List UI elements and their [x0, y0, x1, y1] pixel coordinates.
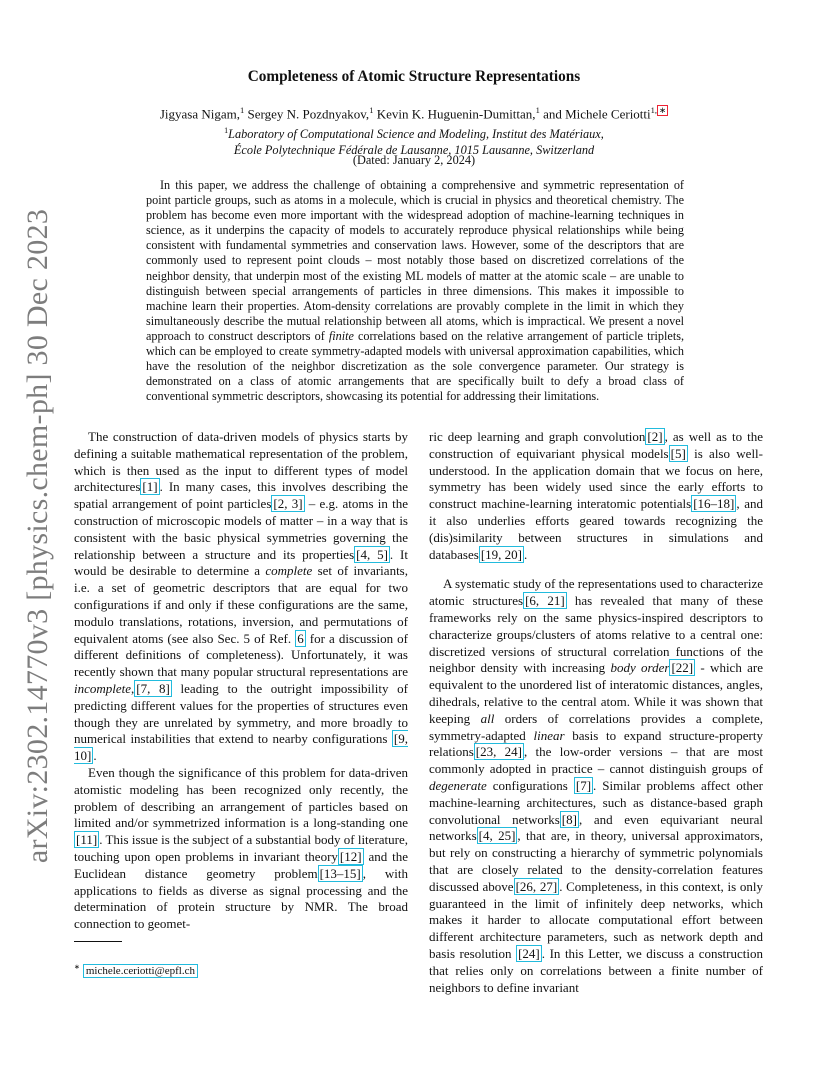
body-paragraph — [74, 765, 408, 933]
footnote-mark: ∗ — [74, 963, 80, 971]
body-text: . In this Letter, we discuss a construction that relies only on correlations between a finite number of neighbors to define invariant — [429, 945, 763, 995]
citation-link[interactable]: [1] — [142, 479, 158, 495]
body-text: , and even equivariant neural networks — [429, 811, 763, 844]
body-text: and the Euclidean distance geometry problem — [74, 848, 408, 881]
citation-link[interactable]: [23, 24] — [475, 744, 522, 760]
body-text: . — [523, 546, 528, 562]
body-text: has revealed that many of these frameworks rely on the same physics-inspired descriptors to characterize groups/clusters of atoms relative to a central one: discretized versions of structural correlation functions of the neighbor density with increasing — [429, 593, 763, 676]
body-paragraph — [429, 429, 763, 563]
citation-link[interactable]: [4, 25] — [478, 828, 516, 844]
author-name: Jigyasa Nigam, — [159, 106, 240, 122]
body-text: . It would be desirable to determine a — [74, 546, 408, 579]
body-text: , — [131, 680, 135, 696]
abstract-text: In this paper, we address the challenge of obtaining a comprehensive and symmetric representation of point particle groups, such as atoms in a molecule, which is crucial in physics and theoretical chemistry. The problem has become even more important with the widespread adoption of machine-learning techniques in science, as it underpins the capacity of models to accurately reproduce physical relationships while being consistent with fundamental symmetries and conservation laws. However, some of the descriptors that are commonly used to represent point clouds – most notably those based on discretized correlations of the neighbor density, that underpin most of the existing ML models of matter at the atomic scale – are unable to distinguish between special arrangements of particles in three dimensions. This makes it impossible to machine learn their properties. Atom-density correlations are provably complete in the limit in which they simultaneously describe the mutual relationship between all atoms, which is impractical. We present a novel approach to construct descriptors of — [146, 178, 684, 343]
body-text: set of invariants, i.e. a set of geometric descriptors that are equal for two configurations if and only if these configurations are the same, modulo translations, rotations, inversion, and permutations of equivalent atoms (see also Sec. 5 of Ref. — [74, 563, 408, 646]
body-text: . Similar problems affect other machine-learning architectures, such as distance-based graph convolutional networks — [429, 777, 763, 827]
arxiv-identifier — [18, 208, 58, 864]
abstract-emphasis: finite — [328, 328, 354, 343]
abstract-text: correlations based on the relative arrangement of particle triplets, which can be employed to create symmetry-adapted models with universal approximation capabilities, which have the resolution of the neighbor discretization as the sole convergence parameter. Our strategy is demonstrated on a class of atomic arrangements that are specifically built to defy a broad class of conventional symmetric descriptors, showcasing its potential for addressing their limitations. — [146, 328, 684, 404]
footnote-divider — [74, 941, 122, 942]
body-text: – e.g. atoms in the construction of microscopic models of matter – in a way that is consistent with the basic physical symmetries governing the relationship between a structure and its properties — [74, 496, 408, 562]
emphasis-text: all — [480, 710, 495, 726]
affiliation-sup: 1 — [224, 126, 229, 135]
author-affiliation-sup: 1 — [535, 105, 540, 115]
author-name: and Michele Ceriotti — [543, 106, 651, 122]
citation-link[interactable]: [2, 3] — [273, 496, 303, 512]
author-name: Kevin K. Huguenin-Dumittan, — [376, 106, 536, 122]
citation-link[interactable]: [12] — [339, 848, 362, 864]
citation-link[interactable]: [22] — [671, 660, 694, 676]
citation-link[interactable]: [9, 10] — [74, 731, 408, 764]
body-text: Even though the significance of this problem for data-driven atomistic modeling has been recognized only recently, the problem of describing an arrangement of particles based on limited and/or symmetrized information is a long-standing one — [74, 764, 408, 831]
paper-title: Completeness of Atomic Structure Representations — [247, 68, 581, 85]
citation-link[interactable]: [5] — [670, 445, 686, 461]
citation-link[interactable]: [13–15] — [319, 865, 361, 881]
citation-link[interactable]: [24] — [518, 945, 540, 961]
emphasis-text: degenerate — [429, 777, 487, 793]
body-text: is also well-understood. In the application domain that we focus on here, symmetry has been widely used since the early efforts to construct machine-learning interatomic potentials — [429, 445, 763, 512]
corresponding-author-link[interactable]: ∗ — [659, 105, 667, 115]
footnote — [74, 963, 198, 977]
body-text: A systematic study of the representations used to characterize atomic structures — [429, 576, 763, 609]
body-text: . Completeness, in this context, is only guaranteed in the limit of infinitely deep networks, which makes it harder to allocate computational effort between different architecture parameters, such as network depth and basis resolution — [429, 878, 763, 961]
affiliation-line-2: École Polytechnique Fédérale de Lausanne, 1015 Lausanne, Switzerland — [233, 143, 595, 158]
body-text: , with applications to fields as diverse as signal processing and the determination of protein structure by NMR. The broad connection to geomet- — [74, 865, 408, 932]
body-text: , and it also underlies efforts geared towards recognizing the (dis)similarity between structures in simulations and databases — [429, 496, 763, 562]
body-text: basis to expand structure-property relations — [429, 727, 763, 760]
author-affiliation-sup: 1, — [650, 105, 658, 115]
emphasis-text: incomplete — [74, 680, 132, 696]
body-text: . In many cases, this involves describing the spatial arrangement of point particles — [74, 479, 408, 512]
emphasis-text: linear — [533, 727, 565, 743]
body-text: leading to the outright impossibility of predicting different values for the properties of structures even though they are unrelated by symmetry, and more broadly to numerical instabilities that extend to nearby configurations — [74, 680, 408, 747]
affiliation-line-1: Laboratory of Computational Science and Modeling, Institut des Matériaux, — [228, 127, 604, 142]
body-text: , as well as to the construction of equivariant physical models — [429, 429, 763, 461]
body-text: configurations — [486, 777, 574, 793]
citation-link[interactable]: [4, 5] — [356, 546, 388, 562]
body-text: The construction of data-driven models of physics starts by defining a suitable mathematical representation of the problem, which is then used as the input to different types of model architectures — [74, 429, 408, 495]
body-text: . — [93, 748, 97, 764]
left-column — [74, 429, 408, 933]
body-text: ric deep learning and graph convolution — [429, 429, 646, 444]
author-name: Sergey N. Pozdnyakov, — [247, 106, 370, 122]
citation-link[interactable]: 6 — [297, 630, 304, 646]
author-affiliation-sup: 1 — [369, 105, 374, 115]
body-paragraph — [74, 429, 408, 765]
citation-link[interactable]: [19, 20] — [480, 546, 522, 562]
dated-line: (Dated: January 2, 2024) — [352, 153, 476, 167]
citation-link[interactable]: [6, 21] — [525, 593, 565, 609]
arxiv-identifier-text: arXiv:2302.14770v3 [physics.chem-ph] 30 Dec 2023 — [21, 208, 54, 864]
author-list — [80, 105, 748, 122]
citation-link[interactable]: [7, 8] — [136, 680, 170, 696]
body-paragraph — [429, 576, 763, 996]
citation-link[interactable]: [2] — [647, 429, 663, 444]
body-text: . This issue is the subject of a substantial body of literature, touching upon open problems in invariant theory — [74, 832, 408, 864]
right-column — [429, 429, 763, 996]
citation-link[interactable]: [8] — [561, 811, 577, 827]
citation-link[interactable]: [16–18] — [693, 496, 735, 512]
body-text: for a discussion of different definitions of completeness). Unfortunately, it was recently shown that many popular structural representations are — [74, 630, 408, 680]
emphasis-text: complete — [265, 563, 313, 579]
abstract — [146, 178, 684, 404]
citation-link[interactable]: [26, 27] — [515, 878, 558, 894]
author-affiliation-sup: 1 — [240, 105, 245, 115]
email-link[interactable]: michele.ceriotti@epfl.ch — [83, 964, 198, 978]
body-text: , the low-order versions – that are most commonly adopted in practice – cannot distinguish groups of — [429, 744, 763, 777]
body-text: - which are equivalent to the unordered list of interatomic distances, angles, dihedrals, relative to the central atom. While it was shown that keeping — [429, 660, 763, 726]
body-text: , that are, in theory, universal approximators, but rely on constructing a hierarchy of symmetric polynomials that are closely related to the density-correlation features discussed above — [429, 828, 763, 894]
emphasis-text: body order — [610, 660, 670, 676]
body-text: orders of correlations provides a complete, symmetry-adapted — [429, 710, 764, 743]
citation-link[interactable]: [11] — [76, 832, 98, 848]
citation-link[interactable]: [7] — [575, 777, 592, 793]
